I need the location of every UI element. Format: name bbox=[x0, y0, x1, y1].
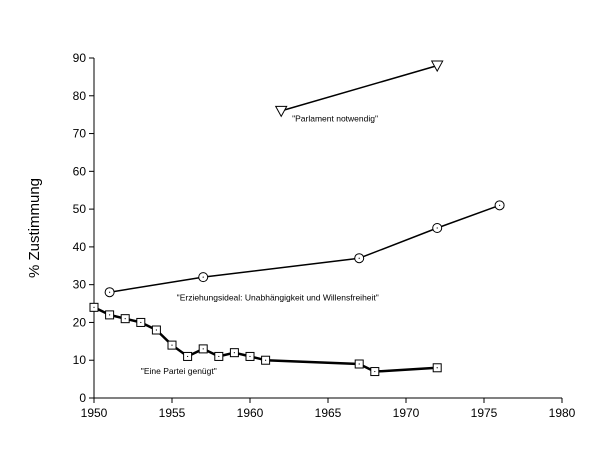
data-point-center bbox=[437, 367, 438, 368]
data-point-center bbox=[359, 258, 360, 259]
data-point-center bbox=[187, 356, 188, 357]
data-point-center bbox=[125, 318, 126, 319]
data-point-center bbox=[93, 307, 94, 308]
series-3 bbox=[90, 303, 441, 375]
x-tick-label: 1975 bbox=[470, 406, 498, 420]
data-point-center bbox=[109, 292, 110, 293]
y-tick-label: 60 bbox=[72, 164, 86, 179]
x-tick-label: 1970 bbox=[392, 406, 420, 420]
data-point-center bbox=[203, 348, 204, 349]
data-point-center bbox=[499, 205, 500, 206]
y-tick-label: 40 bbox=[72, 239, 86, 254]
data-point-center bbox=[203, 277, 204, 278]
annotation-1: "Parlament notwendig" bbox=[292, 113, 379, 124]
chart-annotations bbox=[141, 113, 379, 376]
data-point-center bbox=[374, 371, 375, 372]
chart-series bbox=[90, 61, 504, 376]
series-line bbox=[110, 205, 500, 292]
data-point-center bbox=[359, 363, 360, 364]
data-point-center bbox=[249, 356, 250, 357]
y-axis-title: % Zustimmung bbox=[26, 177, 43, 279]
x-tick-label: 1955 bbox=[158, 406, 186, 420]
data-point-center bbox=[218, 356, 219, 357]
y-tick-label: 30 bbox=[72, 277, 86, 292]
y-tick-label: 20 bbox=[72, 315, 86, 330]
data-point-center bbox=[234, 352, 235, 353]
series-1 bbox=[276, 61, 443, 116]
data-point-center bbox=[140, 322, 141, 323]
x-tick-label: 1960 bbox=[236, 406, 264, 420]
y-tick-label: 10 bbox=[72, 353, 86, 368]
y-tick-label: 50 bbox=[72, 202, 86, 217]
x-tick-label: 1950 bbox=[80, 406, 108, 420]
series-2 bbox=[105, 201, 504, 297]
data-point-center bbox=[156, 329, 157, 330]
x-tick-label: 1980 bbox=[548, 406, 576, 420]
chart-axes bbox=[73, 51, 576, 420]
data-point-center bbox=[437, 227, 438, 228]
x-tick-label: 1965 bbox=[314, 406, 342, 420]
y-tick-label: 0 bbox=[79, 391, 86, 405]
annotation-2: "Erziehungsideal: Unabhängigkeit und Willensfreiheit" bbox=[176, 292, 379, 303]
y-tick-label: 90 bbox=[72, 51, 86, 65]
data-point-center bbox=[109, 314, 110, 315]
data-point-center bbox=[265, 360, 266, 361]
y-tick-label: 80 bbox=[72, 88, 86, 103]
annotation-3: "Eine Partei genügt" bbox=[140, 366, 217, 377]
series-line bbox=[281, 66, 437, 111]
data-point-center bbox=[171, 345, 172, 346]
data-point bbox=[276, 106, 287, 116]
y-tick-label: 70 bbox=[72, 126, 86, 141]
